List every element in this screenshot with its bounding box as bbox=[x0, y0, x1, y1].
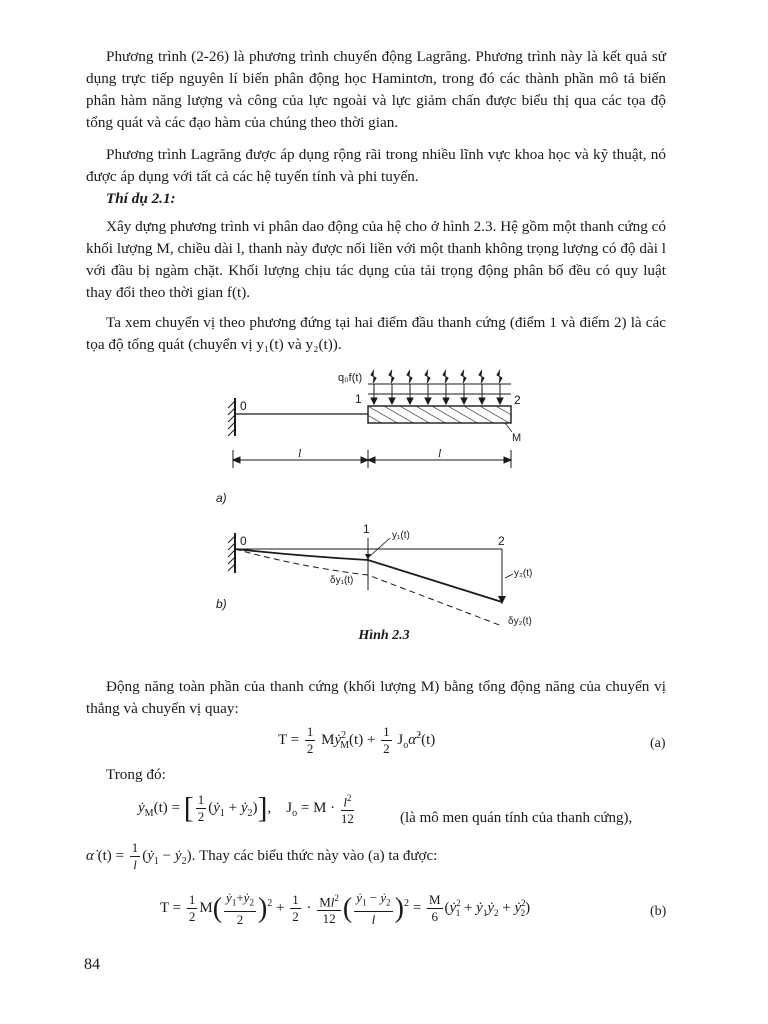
node-2-label-a: 2 bbox=[514, 393, 521, 407]
paragraph-text: Phương trình Lagrăng được áp dụng rộng rãi trong nhiều lĩnh vực khoa học và kỹ thuật, nó được áp dụng với tất cả các hệ tuyến tính và phi tuyến. bbox=[86, 146, 666, 185]
y2-leader bbox=[505, 574, 513, 578]
paragraph-text: Xây dựng phương trình vi phân dao động của hệ cho ở hình 2.3. Hệ gồm một thanh cứng có khối lượng M, chiều dài l, thanh này được nối liền với một thanh không trọng lượng có độ dài l với đầu bị ngàm chặt. Khối lượng chịu tác dụng của tải trọng động phân bố đều có quy luật thay đổi theo thời gian f(t). bbox=[86, 218, 666, 301]
panel-a bbox=[216, 370, 521, 505]
rigid-bar-a bbox=[368, 406, 511, 423]
length-left-label: l bbox=[298, 446, 302, 460]
distributed-load-arrows bbox=[368, 370, 511, 404]
equation-b: T = $\frac{1}{2}$ M( $\frac{ẏ_1+ẏ_2}{2}$ )$^2$ + $\frac{1}{2}$ · $\frac{Ml^2}{12}$ ( $\frac{ẏ_1 - ẏ_2}{l}$ )$^2$ = $\frac{M}{6}$ (ẏ$^2_1$ + ẏ$_1$ẏ$_2$ + ẏ$^2_2$) bbox=[160, 890, 531, 927]
page-number: 84 bbox=[84, 956, 100, 973]
equation-definitions: ẏ$_M$(t) = [ $\frac{1}{2}$ (ẏ$_1$ + ẏ$_2$)], $J_o = M$ · $\frac{l^2}{12}$ bbox=[138, 791, 354, 827]
paragraph-text: Động năng toàn phần của thanh cứng (khối lượng M) bằng tổng động năng của chuyển vị thẳng và chuyển vị quay: bbox=[86, 678, 666, 717]
y1-label: y₁(t) bbox=[392, 530, 410, 541]
paragraph-text: Ta xem chuyển vị theo phương đứng tại hai điểm đầu thanh cứng (điểm 1 và điểm 2) là các tọa độ tổng quát (chuyển vị y₁(t) và y₂(t)). bbox=[86, 314, 666, 353]
y2-label: y₂(t) bbox=[514, 568, 533, 579]
figure-caption: Hình 2.3 bbox=[358, 628, 410, 643]
dy2-label: δy₂(t) bbox=[508, 616, 532, 627]
panel-a-label: a) bbox=[216, 491, 227, 505]
node-0-label-a: 0 bbox=[240, 399, 247, 413]
dimension-line-a bbox=[233, 450, 511, 468]
dy1-label: δy₁(t) bbox=[330, 575, 354, 586]
equation-a-label: (a) bbox=[650, 736, 666, 751]
node-1-label-a: 1 bbox=[355, 392, 362, 406]
node-1-label-b: 1 bbox=[363, 522, 370, 536]
fixed-support-a bbox=[228, 398, 235, 436]
equation-alpha: α̇ (t) = $\frac{1}{l}$ (ẏ$_1$ − ẏ$_2$). Thay các biểu thức này vào (a) ta được: bbox=[86, 840, 438, 872]
fixed-support-b bbox=[228, 533, 235, 573]
equation-b-label: (b) bbox=[650, 904, 667, 919]
equation-a: T = $\frac{1}{2}$ Mẏ$^2_M$(t) + $\frac{1}{2}$ $J_o\alphȧ^2(t)$ bbox=[278, 724, 436, 756]
example-heading: Thí dụ 2.1: bbox=[106, 190, 176, 207]
node-2-label-b: 2 bbox=[498, 534, 505, 548]
panel-b-label: b) bbox=[216, 597, 227, 611]
load-label: q₀f(t) bbox=[338, 372, 363, 384]
y1-leader bbox=[370, 538, 390, 556]
trong-do-label: Trong đó: bbox=[106, 766, 166, 783]
mass-label: M bbox=[512, 432, 522, 444]
jo-note: (là mô men quán tính của thanh cứng), bbox=[400, 810, 633, 826]
paragraph-kinetic-energy bbox=[86, 676, 666, 720]
panel-b bbox=[216, 522, 532, 627]
mass-leader-line bbox=[505, 423, 512, 432]
node-0-label-b: 0 bbox=[240, 534, 247, 548]
length-right-label: l bbox=[438, 446, 442, 460]
thay-text: . Thay các biểu thức này vào (a) ta được: bbox=[191, 847, 438, 864]
paragraph-text: Phương trình (2-26) là phương trình chuyển động Lagrăng. Phương trình này là kết quả sử dụng trực tiếp nguyên lí biến phân động học Hamintơn, trong đó các thành phần mô tả biến phân hàm năng lượng và công của lực ngoài và lực giảm chấn được biểu thị qua các tọa độ tổng quát và các đạo hàm của chúng theo thời gian. bbox=[86, 48, 666, 131]
